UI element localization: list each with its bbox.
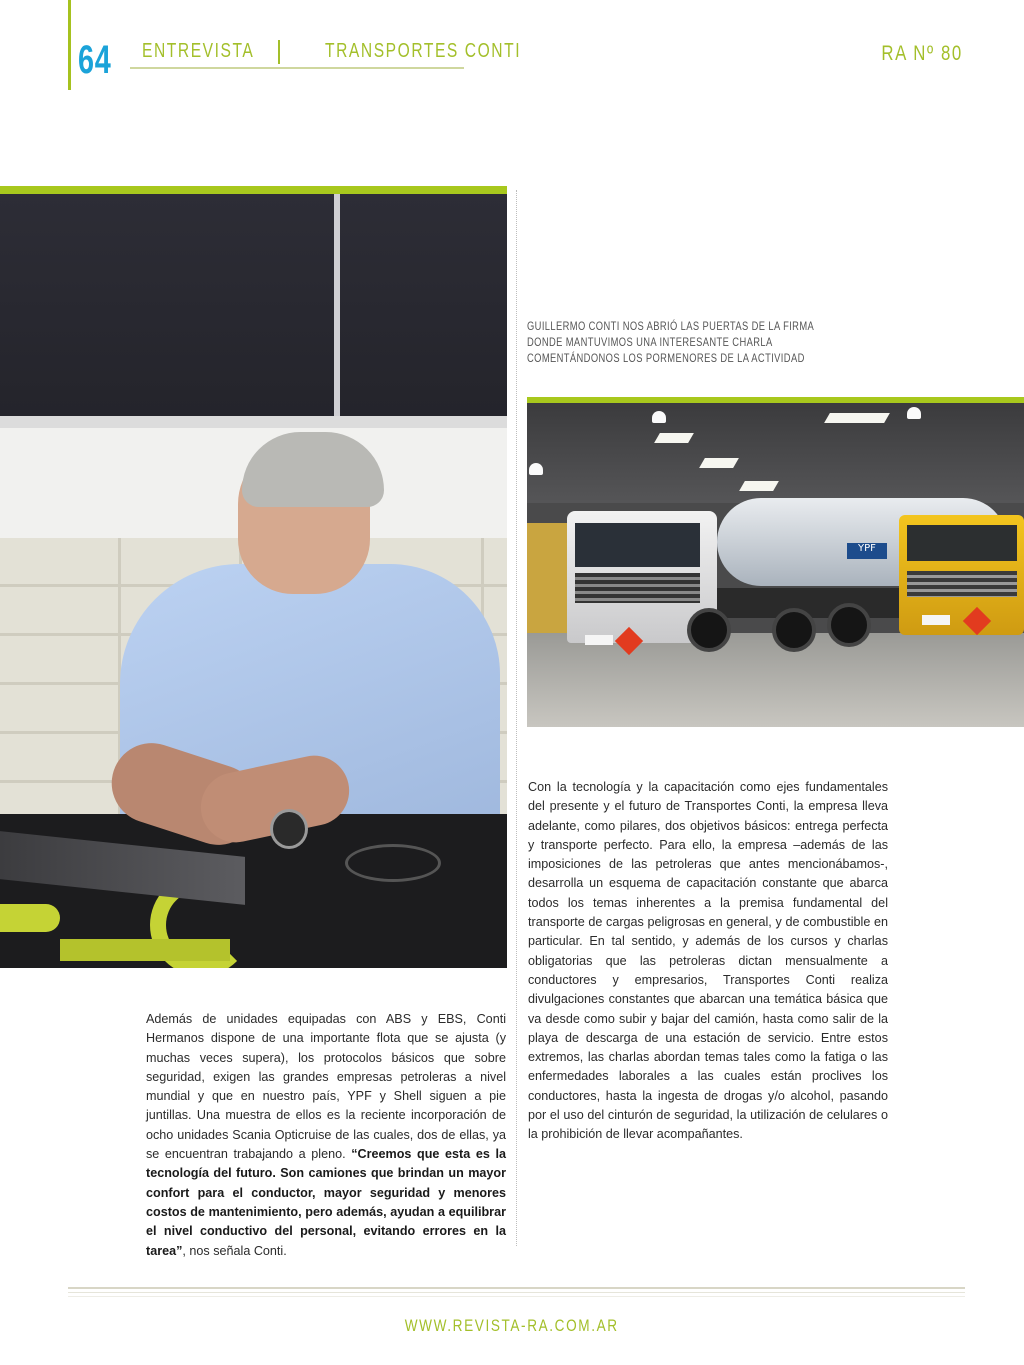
blackboard-frame xyxy=(0,416,507,428)
wheel-icon xyxy=(827,603,871,647)
skylight xyxy=(654,433,694,443)
quote-text: “Creemos que esta es la tecnología del futuro. Son camiones que brindan un mayor confort para el conductor, mayor seguridad y menores costos de mantenimiento, pero además, ayudan a equilibrar el nivel conductivo del personal, evitando errores en la tarea” xyxy=(146,1147,506,1258)
section-label: ENTREVISTA xyxy=(142,40,255,62)
windshield xyxy=(907,525,1017,561)
skylight xyxy=(699,458,739,468)
ceiling-lamp-icon xyxy=(907,407,921,419)
paragraph-text: Además de unidades equipadas con ABS y EBS, Conti Hermanos dispone de una importante flota que se ajusta (y muchas veces supera), los protocolos básicos que sobre seguridad, exigen las grandes empresas petroleras a nivel mundial y que en nuestro país, YPF y Shell siguen a pie juntillas. Una muestra de ellos es la reciente incorporación de ocho unidades Scania Opticruise de las cuales, dos de ellas, ya se encuentran trabajando a pleno. xyxy=(146,1012,506,1162)
caption-line: GUILLERMO CONTI NOS ABRIÓ LAS PUERTAS DE LA FIRMA xyxy=(527,319,815,333)
caption-line: DONDE MANTUVIMOS UNA INTERESANTE CHARLA xyxy=(527,335,773,349)
garage-floor xyxy=(527,633,1024,727)
issue-label: RA Nº 80 xyxy=(881,42,963,65)
tanker-left xyxy=(527,523,567,633)
skylight xyxy=(824,413,890,423)
interview-photo xyxy=(0,194,507,968)
tank-brand-label: YPF xyxy=(847,543,887,559)
footer-rule xyxy=(68,1296,965,1297)
blackboard-divider xyxy=(334,194,340,419)
skylight xyxy=(739,481,779,491)
ceiling-lamp-icon xyxy=(652,411,666,423)
caption-line: COMENTÁNDONOS LOS PORMENORES DE LA ACTIVIDAD xyxy=(527,351,805,365)
truck-grill xyxy=(907,571,1017,597)
photo-caption xyxy=(527,318,815,366)
truck-grill xyxy=(575,573,700,603)
wheel-icon xyxy=(687,608,731,652)
photo-accent-bar xyxy=(0,186,507,194)
body-text-right: Con la tecnología y la capacitación como ejes fundamentales del presente y el futuro de Transportes Conti, la empresa lleva adelante, como pilares, dos objetivos básicos: entrega perfecta y transporte perfecto. Para ello, la empresa –además de las imposiciones de las petroleras que antes mencionábamos-, desarrolla un esquema de capacitación constante que abarca todos los temas inherentes a la premisa fundamental del transporte de cargas peligrosas en general, y de combustible en particular. En tal sentido, y además de los cursos y charlas obligatorias que las petroleras dictan mensualmente a conductores y empresarios, Transportes Conti realiza divulgaciones constantes que abarcan una temática básica que va desde como subir y bajar del camión, hasta como salir de la playa de descarga de una estación de servicio. Entre estos extremos, las charlas abordan temas tales como la fatiga o las enfermedades laborales a las cuales están proclives los conductores, hasta la ingesta de drogas y/o alcohol, pasando por el uso del cinturón de seguridad, la utilización de celulares o la prohibición de llevar acompañantes. xyxy=(528,780,888,1142)
license-plate xyxy=(922,615,950,625)
header-accent-bar xyxy=(68,0,71,90)
wheel-icon xyxy=(772,608,816,652)
topic-label: TRANSPORTES CONTI xyxy=(325,40,522,62)
glasses-icon xyxy=(345,844,441,882)
footer-rule xyxy=(68,1292,965,1293)
garage-roof xyxy=(527,403,1024,513)
ceiling-lamp-icon xyxy=(529,463,543,475)
column-divider xyxy=(516,190,517,1246)
wristwatch-icon xyxy=(270,809,308,849)
header-separator xyxy=(278,40,280,64)
trucks-photo xyxy=(527,403,1024,727)
table-logo-shape xyxy=(0,904,60,932)
header-underline xyxy=(130,67,464,69)
page-number: 64 xyxy=(78,38,112,82)
footer-url-text[interactable]: WWW.REVISTA-RA.COM.AR xyxy=(405,1316,619,1335)
paragraph-tail: , nos señala Conti. xyxy=(182,1243,287,1258)
table-logo-shape xyxy=(60,939,230,961)
footer-rule xyxy=(68,1287,965,1289)
body-text-left xyxy=(146,1010,506,1261)
windshield xyxy=(575,523,700,567)
blackboard xyxy=(0,194,507,419)
license-plate xyxy=(585,635,613,645)
footer-url[interactable] xyxy=(0,1316,1024,1336)
